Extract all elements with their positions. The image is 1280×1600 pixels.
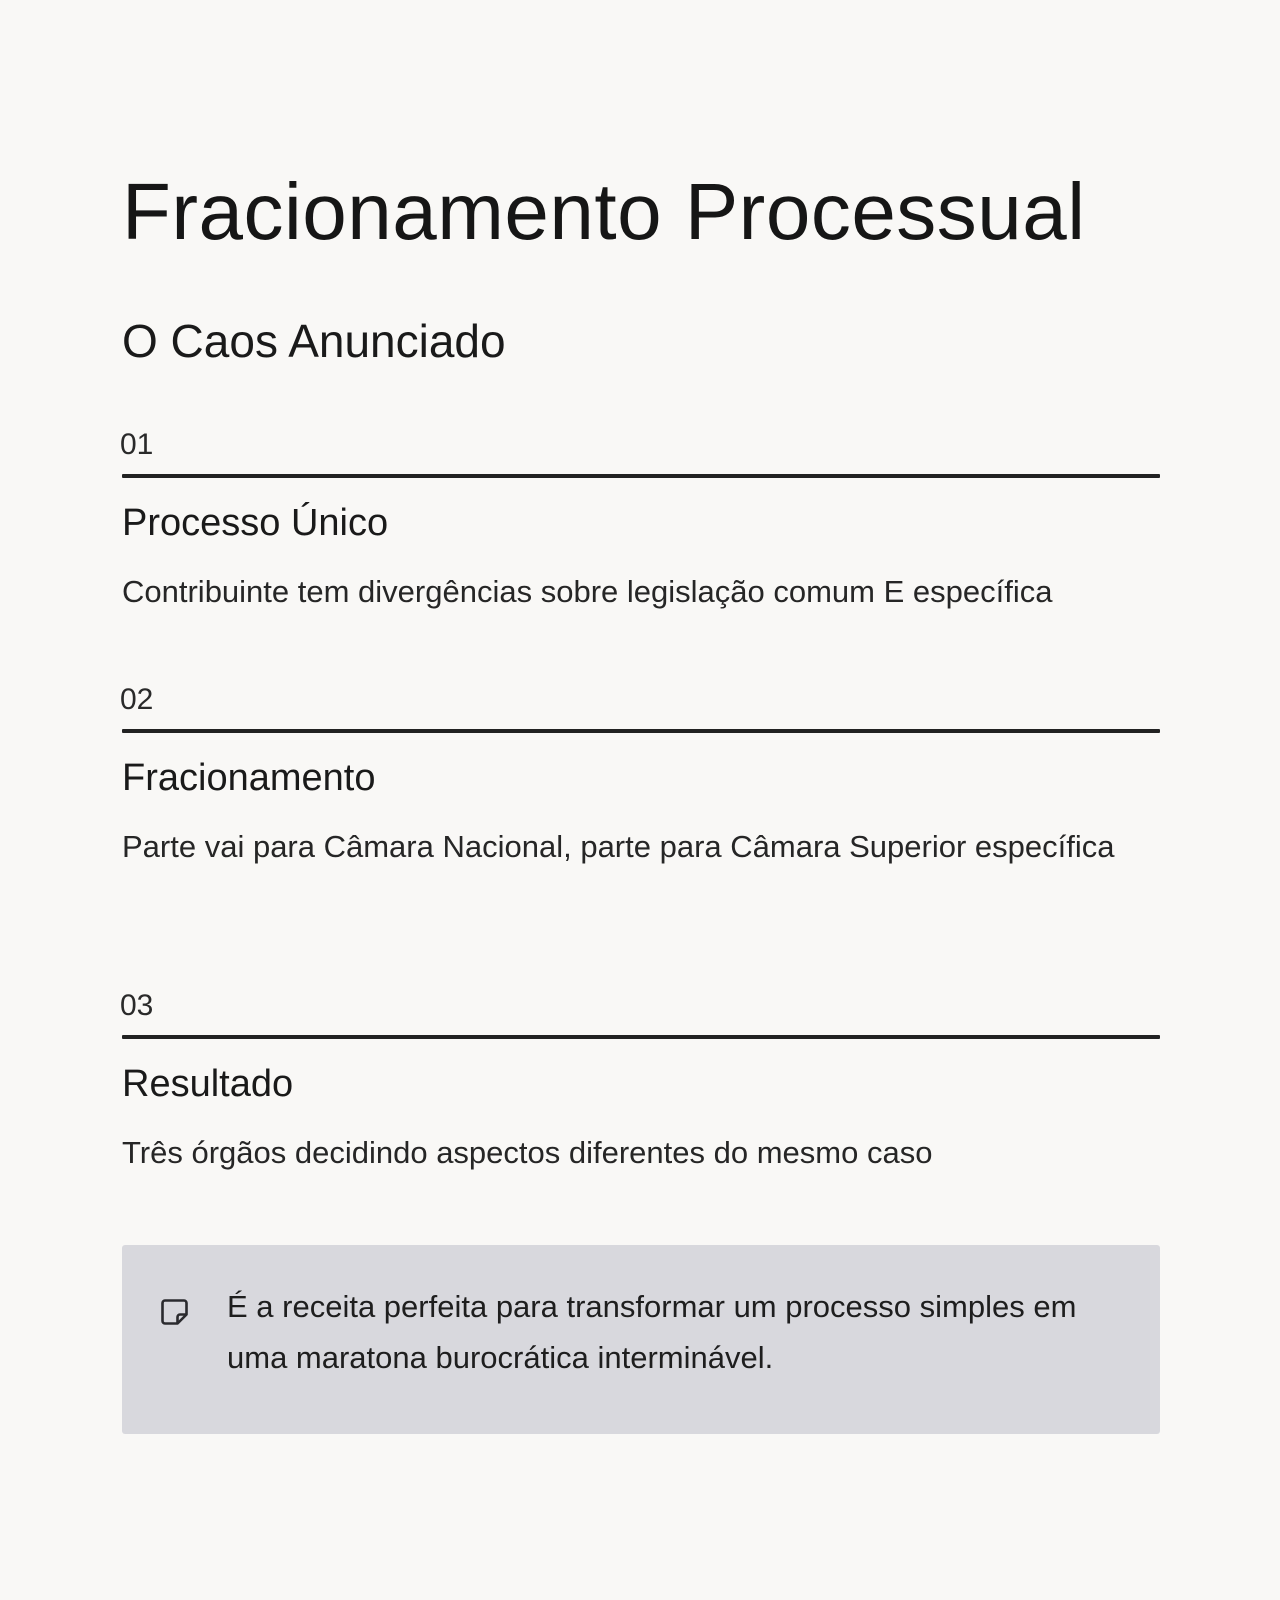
callout-text: É a receita perfeita para transformar um processo simples em uma maratona burocrática interminável. [227, 1289, 1077, 1375]
step-divider [122, 729, 1160, 733]
step-description: Três órgãos decidindo aspectos diferentes do mesmo caso [122, 1134, 933, 1170]
step-heading: Fracionamento [122, 757, 376, 799]
step-divider [122, 474, 1160, 478]
step-number: 03 [120, 989, 154, 1022]
page-subtitle: O Caos Anunciado [122, 315, 506, 367]
step-number: 01 [120, 428, 154, 461]
step-divider [122, 1035, 1160, 1039]
step-heading: Resultado [122, 1063, 294, 1105]
step-item [122, 685, 1160, 872]
note-icon [160, 1297, 190, 1327]
step-description: Contribuinte tem divergências sobre legislação comum E específica [122, 573, 1053, 609]
step-item [122, 430, 1160, 617]
callout-box [122, 1245, 1160, 1434]
step-heading: Processo Único [122, 502, 389, 544]
step-number: 02 [120, 683, 154, 716]
step-description: Parte vai para Câmara Nacional, parte para Câmara Superior específica [122, 828, 1115, 864]
page-title: Fracionamento Processual [122, 167, 1086, 256]
step-item [122, 991, 1160, 1178]
